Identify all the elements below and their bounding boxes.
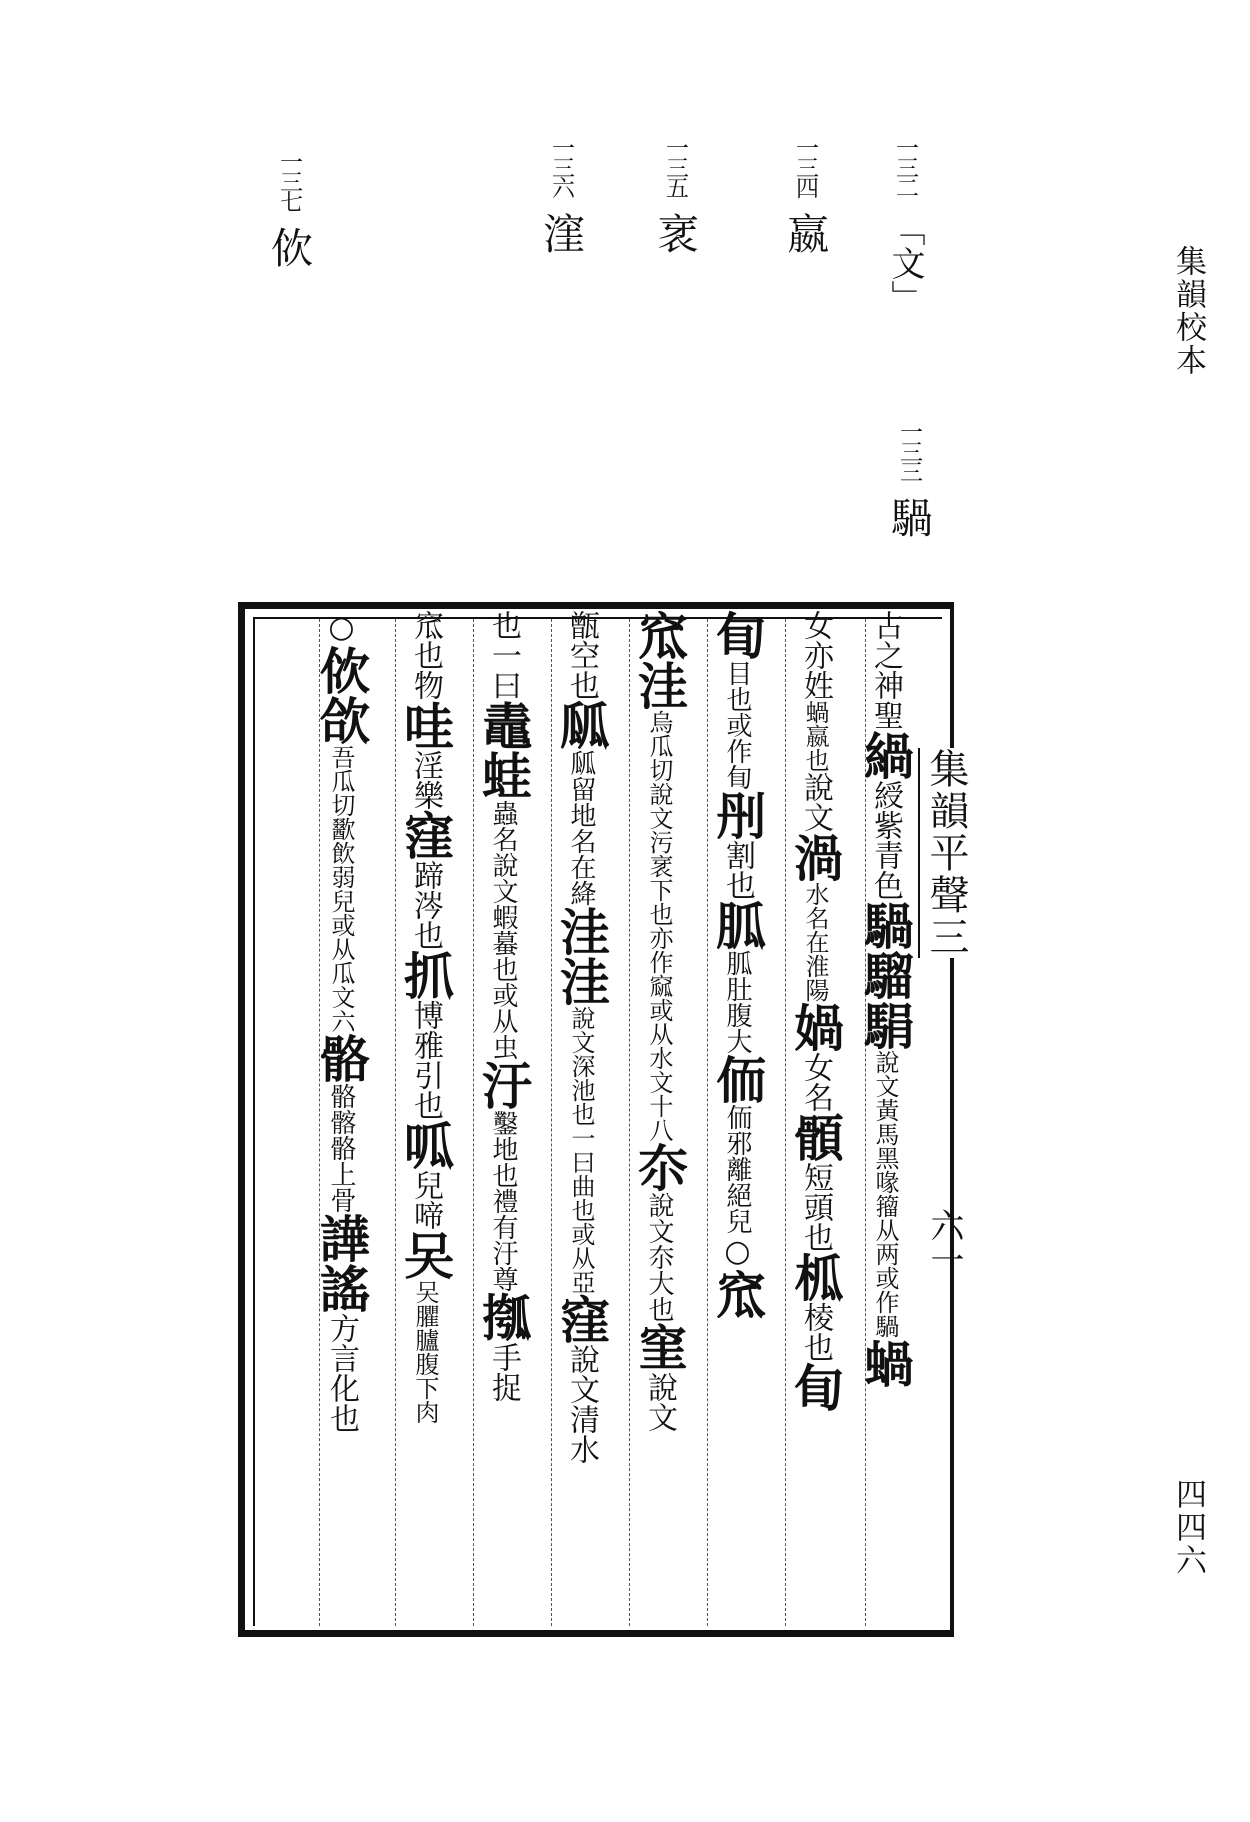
section-mark: ○ bbox=[324, 610, 359, 645]
page-number: 四四六 bbox=[1170, 1478, 1206, 1577]
annotation-text: 手捉 bbox=[486, 1342, 521, 1402]
annotation-text: 骼髂骼上骨 bbox=[326, 1083, 356, 1213]
note-number: 一三二 bbox=[892, 136, 918, 196]
headword: 骼 bbox=[312, 1033, 371, 1083]
note-number: 一三六 bbox=[548, 136, 574, 196]
annotation-text: 說文 bbox=[798, 772, 833, 832]
headword: 䀏 bbox=[786, 1362, 845, 1412]
text-column bbox=[856, 610, 915, 1388]
annotation-text: 水名在淮陽 bbox=[801, 882, 829, 1002]
headword: 窪 bbox=[396, 810, 455, 860]
note-glyph: 漥 bbox=[537, 212, 586, 254]
annotation-text: 女亦姓 bbox=[798, 610, 833, 700]
annotation-text: 棱也 bbox=[798, 1302, 833, 1362]
annotation-text: 侕邪離絕兒 bbox=[722, 1104, 752, 1234]
note-glyph: 「文」 bbox=[885, 212, 925, 314]
headword: 洼 bbox=[552, 956, 611, 1006]
headword: 洼 bbox=[552, 906, 611, 956]
annotation-text: 蝸嬴也 bbox=[801, 700, 829, 772]
note-number: 一三四 bbox=[792, 136, 818, 196]
headword: 摦 bbox=[474, 1292, 533, 1342]
headword: 夵 bbox=[630, 1142, 689, 1192]
column-rule bbox=[551, 619, 552, 1626]
headword: 蝸 bbox=[856, 1338, 915, 1388]
headword: 㕦 bbox=[396, 1230, 455, 1280]
headword: 䀏 bbox=[708, 610, 767, 660]
annotation-text: 目也或作䀏 bbox=[722, 660, 752, 790]
headword: 窐 bbox=[630, 1322, 689, 1372]
headword: 柧 bbox=[786, 1252, 845, 1302]
headword: 渦 bbox=[786, 832, 845, 882]
headword: 呱 bbox=[396, 1120, 455, 1170]
annotation-text: 說文清水 bbox=[564, 1344, 599, 1464]
annotation-text: 古之神聖 bbox=[868, 610, 903, 730]
annotation-text: 鑿地也禮有汙尊 bbox=[488, 1110, 518, 1292]
collation-note bbox=[885, 136, 925, 314]
headword: 緺 bbox=[856, 730, 915, 780]
annotation-text: 甑空也 bbox=[564, 610, 599, 700]
annotation-text: 烏瓜切說文污衺下也亦作窳或从水文十八 bbox=[645, 710, 673, 1142]
headword: 哇 bbox=[396, 700, 455, 750]
text-column bbox=[630, 610, 689, 1432]
column-rule bbox=[629, 619, 630, 1626]
annotation-text: 說文深池也一曰曲也或从亞 bbox=[567, 1006, 595, 1294]
note-number: 一三七 bbox=[276, 150, 302, 210]
note-number: 一三三 bbox=[896, 420, 922, 480]
headword: 譁謠 bbox=[312, 1213, 371, 1313]
headword: 窪 bbox=[552, 1294, 611, 1344]
text-column bbox=[474, 610, 533, 1402]
annotation-text: 㼌留地名在絳 bbox=[566, 750, 596, 906]
annotation-text: 也一曰 bbox=[486, 610, 521, 700]
annotation-text: 綬紫青色 bbox=[868, 780, 903, 900]
headword: 胍 bbox=[708, 900, 767, 950]
annotation-text: 蟲名說文蝦蟇也或从虫 bbox=[488, 800, 518, 1060]
annotation-text: 胍肚腹大 bbox=[722, 950, 752, 1054]
note-glyph: 衺 bbox=[651, 212, 700, 254]
collation-note bbox=[537, 136, 586, 254]
headword: 抓 bbox=[396, 950, 455, 1000]
annotation-text: 說文夵大也 bbox=[644, 1192, 674, 1322]
headword: 㼌 bbox=[552, 700, 611, 750]
annotation-text: 吾瓜切歠飲弱兒或从瓜文六 bbox=[327, 745, 355, 1033]
headword: 窊洼 bbox=[630, 610, 689, 710]
annotation-text: 割也 bbox=[720, 840, 755, 900]
headword: 媧 bbox=[786, 1002, 845, 1052]
headword: 汙 bbox=[474, 1060, 533, 1110]
annotation-text: 博雅引也 bbox=[408, 1000, 443, 1120]
annotation-text: 說文黃馬黑喙籀从两或作騧 bbox=[871, 1050, 899, 1338]
annotation-text: 兒啼 bbox=[408, 1170, 443, 1230]
annotation-text: 物 bbox=[408, 670, 443, 700]
collation-note bbox=[265, 150, 314, 268]
annotation-text: 方言化也 bbox=[324, 1313, 359, 1433]
headword: 窊 bbox=[708, 1269, 767, 1319]
collation-note bbox=[781, 136, 830, 254]
leaf-number: 六一 bbox=[924, 1208, 964, 1276]
text-column bbox=[396, 610, 455, 1424]
text-column bbox=[786, 610, 845, 1412]
banxin-title: 集韻平聲三 bbox=[918, 748, 966, 958]
headword: 侕 bbox=[708, 1054, 767, 1104]
note-glyph: 騧 bbox=[885, 496, 934, 538]
text-column bbox=[708, 610, 767, 1319]
annotation-text: 㕦臞臚腹下肉 bbox=[411, 1280, 439, 1424]
headword: 刐 bbox=[708, 790, 767, 840]
headword: 顝 bbox=[786, 1112, 845, 1162]
section-mark: ○ bbox=[720, 1234, 755, 1269]
annotation-text: 說文 bbox=[642, 1372, 677, 1432]
running-title: 集韻校本 bbox=[1170, 245, 1206, 377]
column-rule bbox=[707, 619, 708, 1626]
text-column bbox=[312, 610, 371, 1433]
text-column bbox=[552, 610, 611, 1464]
note-number: 一三五 bbox=[662, 136, 688, 196]
headword: 騧騮駽 bbox=[856, 900, 915, 1050]
annotation-text: 蹄涔也 bbox=[408, 860, 443, 950]
headword: 鼃蛙 bbox=[474, 700, 533, 800]
note-glyph: 佽 bbox=[265, 226, 314, 268]
annotation-text: 淫樂 bbox=[408, 750, 443, 810]
collation-note bbox=[651, 136, 700, 254]
collation-note bbox=[885, 420, 934, 538]
headword: 佽欱 bbox=[312, 645, 371, 745]
note-glyph: 嬴 bbox=[781, 212, 830, 254]
annotation-text: 短頭也 bbox=[798, 1162, 833, 1252]
annotation-text: 窊也 bbox=[408, 610, 443, 670]
annotation-text: 女名 bbox=[798, 1052, 833, 1112]
